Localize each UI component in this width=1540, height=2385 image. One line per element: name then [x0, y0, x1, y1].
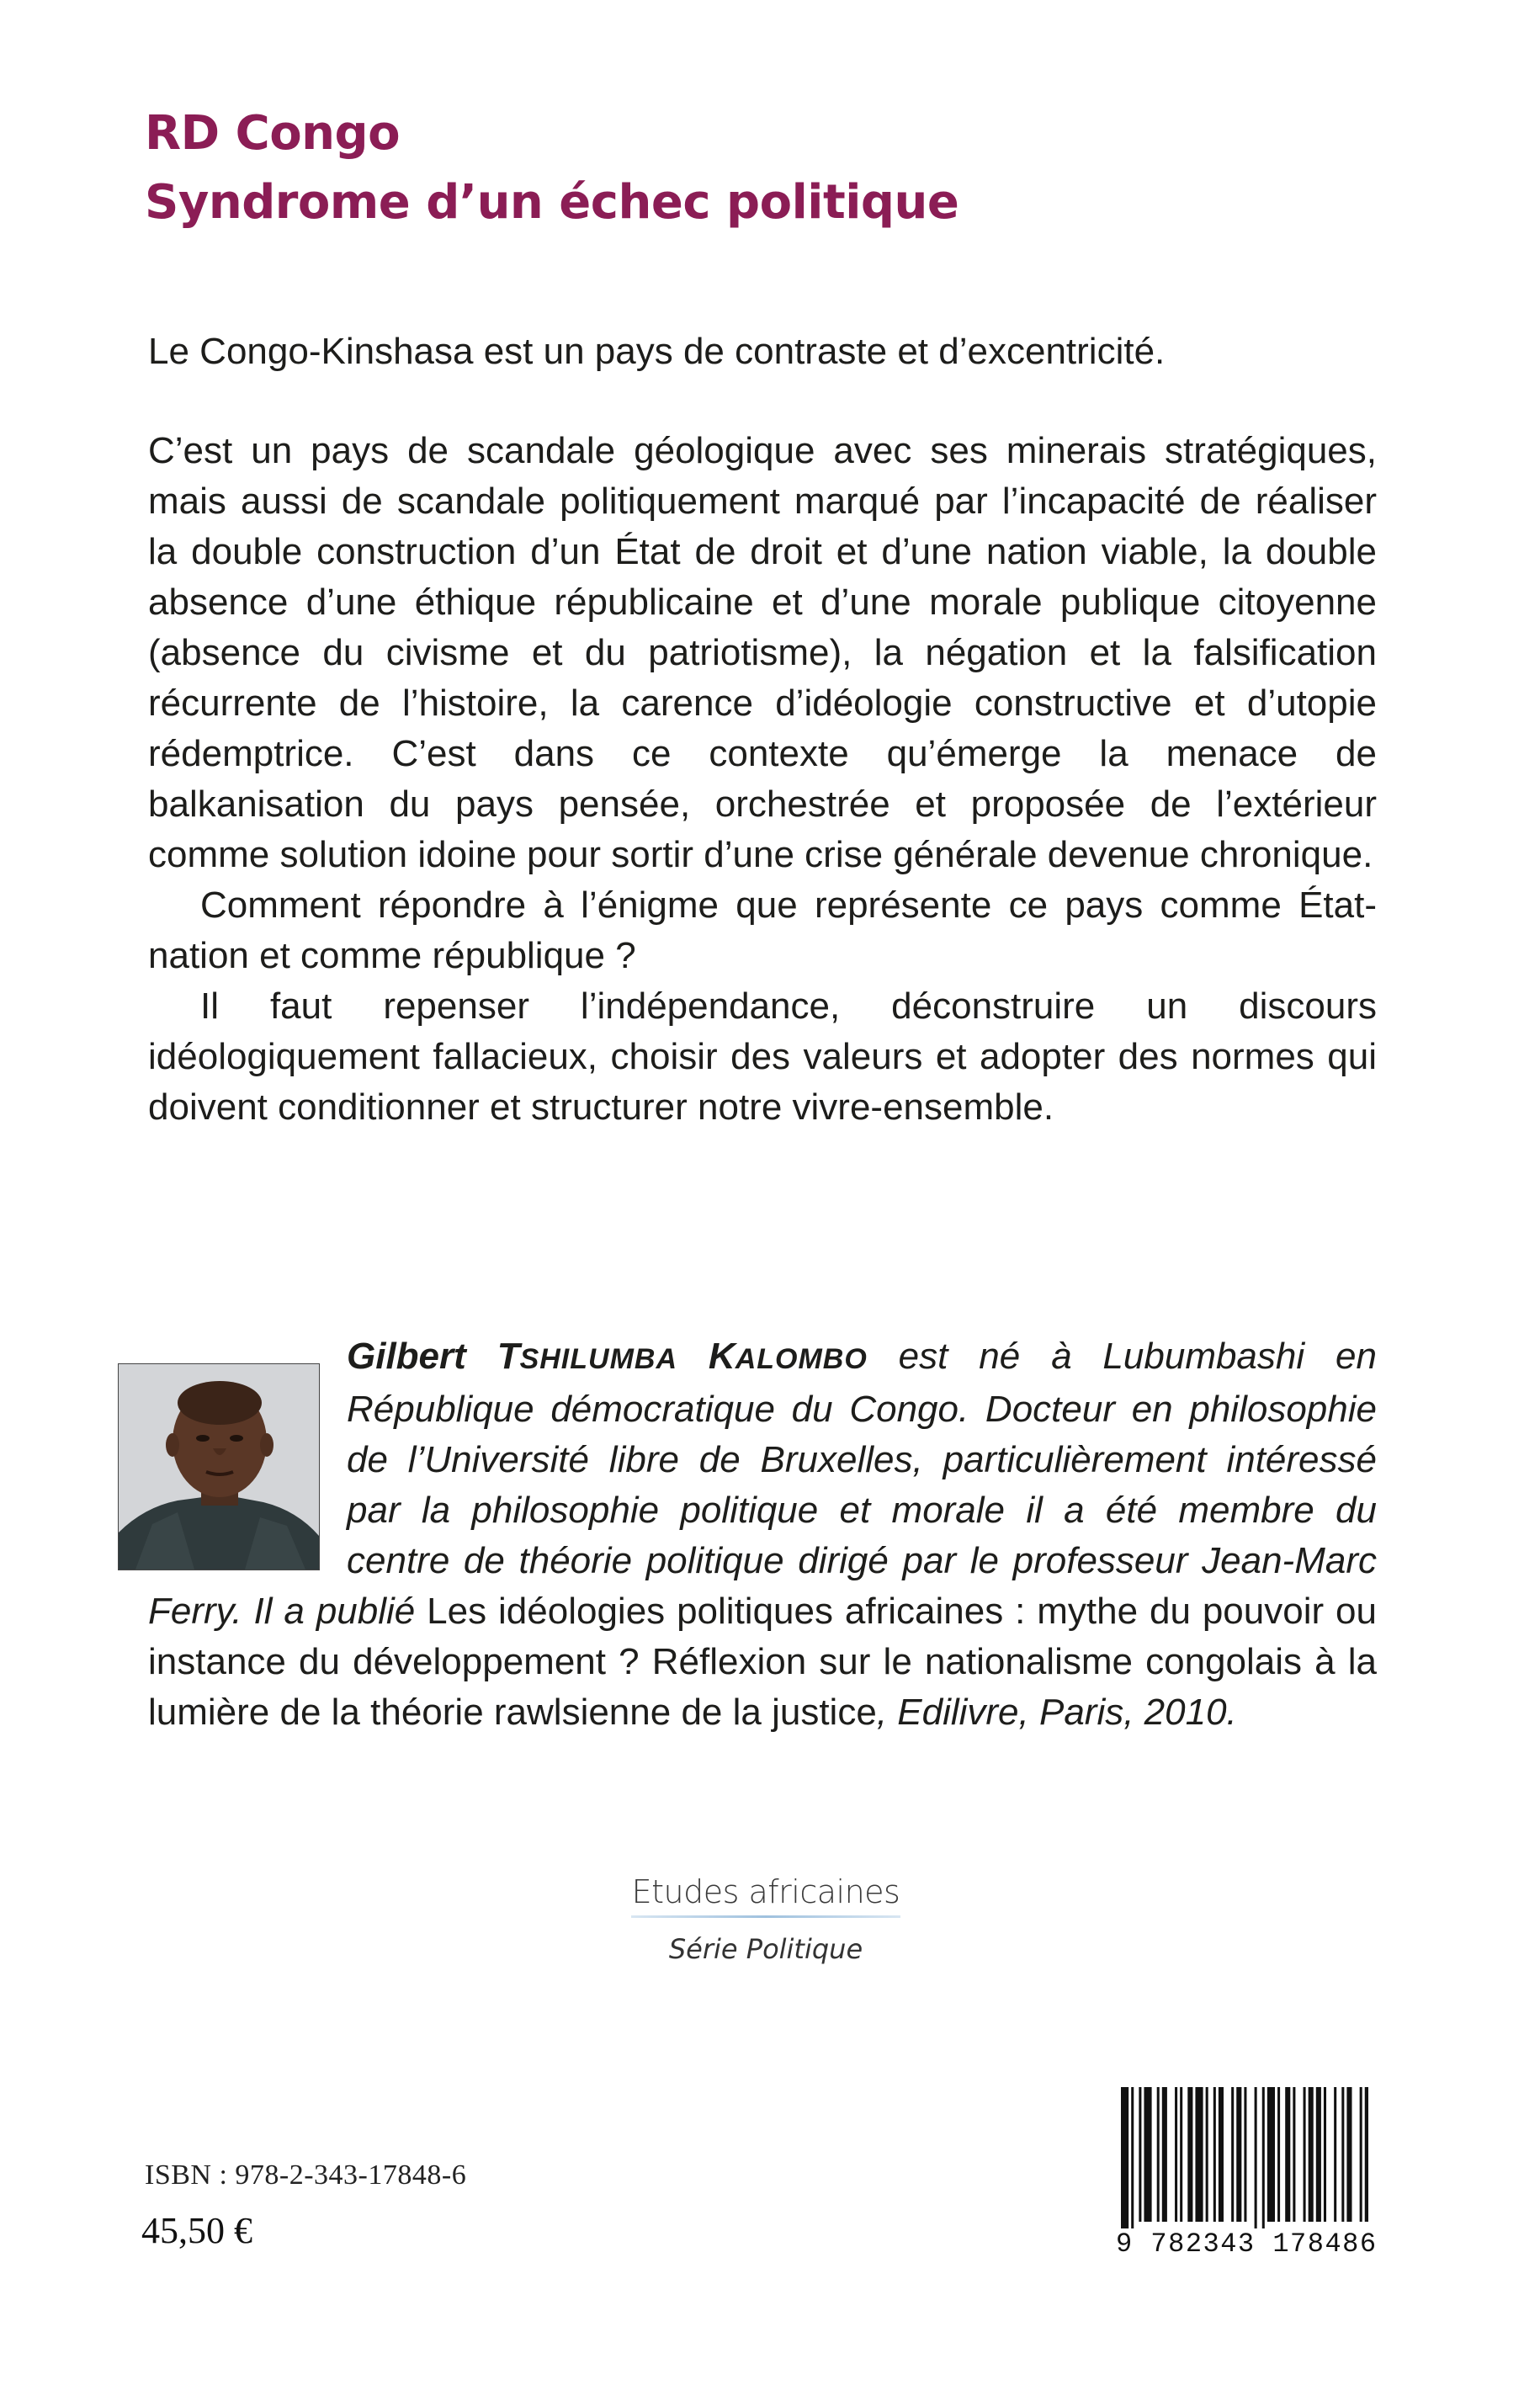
barcode-bar	[1219, 2087, 1224, 2222]
barcode-bar	[1244, 2087, 1246, 2222]
barcode-bar	[1324, 2087, 1326, 2222]
barcode-bar	[1309, 2087, 1314, 2222]
barcode-bar	[1262, 2087, 1265, 2228]
barcode-bar	[1175, 2087, 1177, 2222]
published-book-title: Les idéologies politiques africaines : mythe du pouvoir ou instance du développement ? Réflexion sur le nationalisme congolais à la lumière de la théorie rawlsienne de la justice	[148, 1591, 1378, 1733]
barcode-bar	[1213, 2087, 1216, 2222]
price: 45,50 €	[141, 2210, 252, 2251]
blurb-paragraph-3: Il faut repenser l’indépendance, déconstruire un discours idéologiquement fallacieux, choisir des valeurs et adopter des normes qui doivent conditionner et structurer notre vivre-ensemble.	[148, 985, 1377, 1128]
blurb-paragraph-1: C’est un pays de scandale géologique avec ses minerais stratégiques, mais aussi de scandale politiquement marqué par l’incapacité de réaliser la double construction d’un État de droit et d’une nation viable, la double absence d’une éthique républicaine et d’une morale publique citoyenne (absence du civisme et du patriotisme), la négation et la falsification récurrente de l’histoire, la carence d’idéologie constructive et d’utopie rédemptrice. C’est dans ce contexte qu’émerge la menace de balkanisation du pays pensée, orchestrée et proposée de l’extérieur comme solution idoine pour sortir d’une crise générale devenue chronique.	[148, 430, 1377, 875]
barcode-bar	[1255, 2087, 1257, 2228]
barcode-bar	[1206, 2087, 1208, 2222]
isbn: ISBN : 978-2-343-17848-6	[145, 2159, 467, 2191]
barcode-bar	[1277, 2087, 1280, 2222]
barcode-bar	[1187, 2087, 1192, 2222]
barcode-bar	[1346, 2087, 1351, 2222]
title-line-2: Syndrome d’un échec politique	[145, 175, 959, 230]
book-title	[145, 99, 1407, 237]
barcode-digits: 9 782343 178486	[1116, 2228, 1378, 2260]
author-bio-text: est né à Lubumbashi en République démocratique du Congo. Docteur en philosophie de l’Université libre de Bruxelles, particulièrement intéressé par la philosophie politique et morale il a été membre du centre de théorie politique dirigé par le professeur Jean-Marc Ferry. Il a publié	[148, 1336, 1377, 1632]
barcode-bar	[1157, 2087, 1160, 2222]
barcode-bar	[1139, 2087, 1141, 2222]
barcode-bar	[1316, 2087, 1321, 2222]
blurb-body	[148, 426, 1377, 1133]
barcode-bar	[1341, 2087, 1344, 2222]
barcode-bar	[1144, 2087, 1151, 2222]
series-name: Etudes africaines	[631, 1873, 900, 1910]
barcode-bar	[1121, 2087, 1128, 2228]
author-photo	[118, 1363, 320, 1570]
barcode-bar	[1304, 2087, 1306, 2222]
barcode-bar	[1131, 2087, 1134, 2228]
barcode-bar	[1180, 2087, 1182, 2222]
barcode-bar	[1293, 2087, 1295, 2222]
barcode-bar	[1334, 2087, 1336, 2222]
intro-sentence: Le Congo-Kinshasa est un pays de contraste et d’excentricité.	[148, 331, 1166, 372]
author-bio	[148, 1331, 1377, 1738]
barcode-bars	[1116, 2087, 1368, 2228]
barcode-bar	[1267, 2087, 1275, 2222]
barcode-bar	[1231, 2087, 1234, 2222]
barcode-bar	[1285, 2087, 1290, 2222]
barcode-bar	[1236, 2087, 1241, 2222]
barcode	[1116, 2087, 1378, 2260]
barcode-bar	[1360, 2087, 1362, 2222]
series-block	[623, 1873, 909, 1965]
barcode-bar	[1195, 2087, 1203, 2222]
title-line-1: RD Congo	[145, 106, 401, 161]
publisher-info: , Edilivre, Paris, 2010.	[876, 1692, 1237, 1733]
blurb-paragraph-2: Comment répondre à l’énigme que représente ce pays comme État-nation et comme république ?	[148, 884, 1377, 976]
author-name: Gilbert TSHILUMBA KALOMBO	[347, 1336, 868, 1377]
barcode-bar	[1162, 2087, 1167, 2222]
series-subtitle: Série Politique	[668, 1933, 863, 1965]
barcode-bar	[1365, 2087, 1368, 2222]
author-portrait-image	[119, 1364, 319, 1570]
series-divider	[631, 1915, 900, 1918]
